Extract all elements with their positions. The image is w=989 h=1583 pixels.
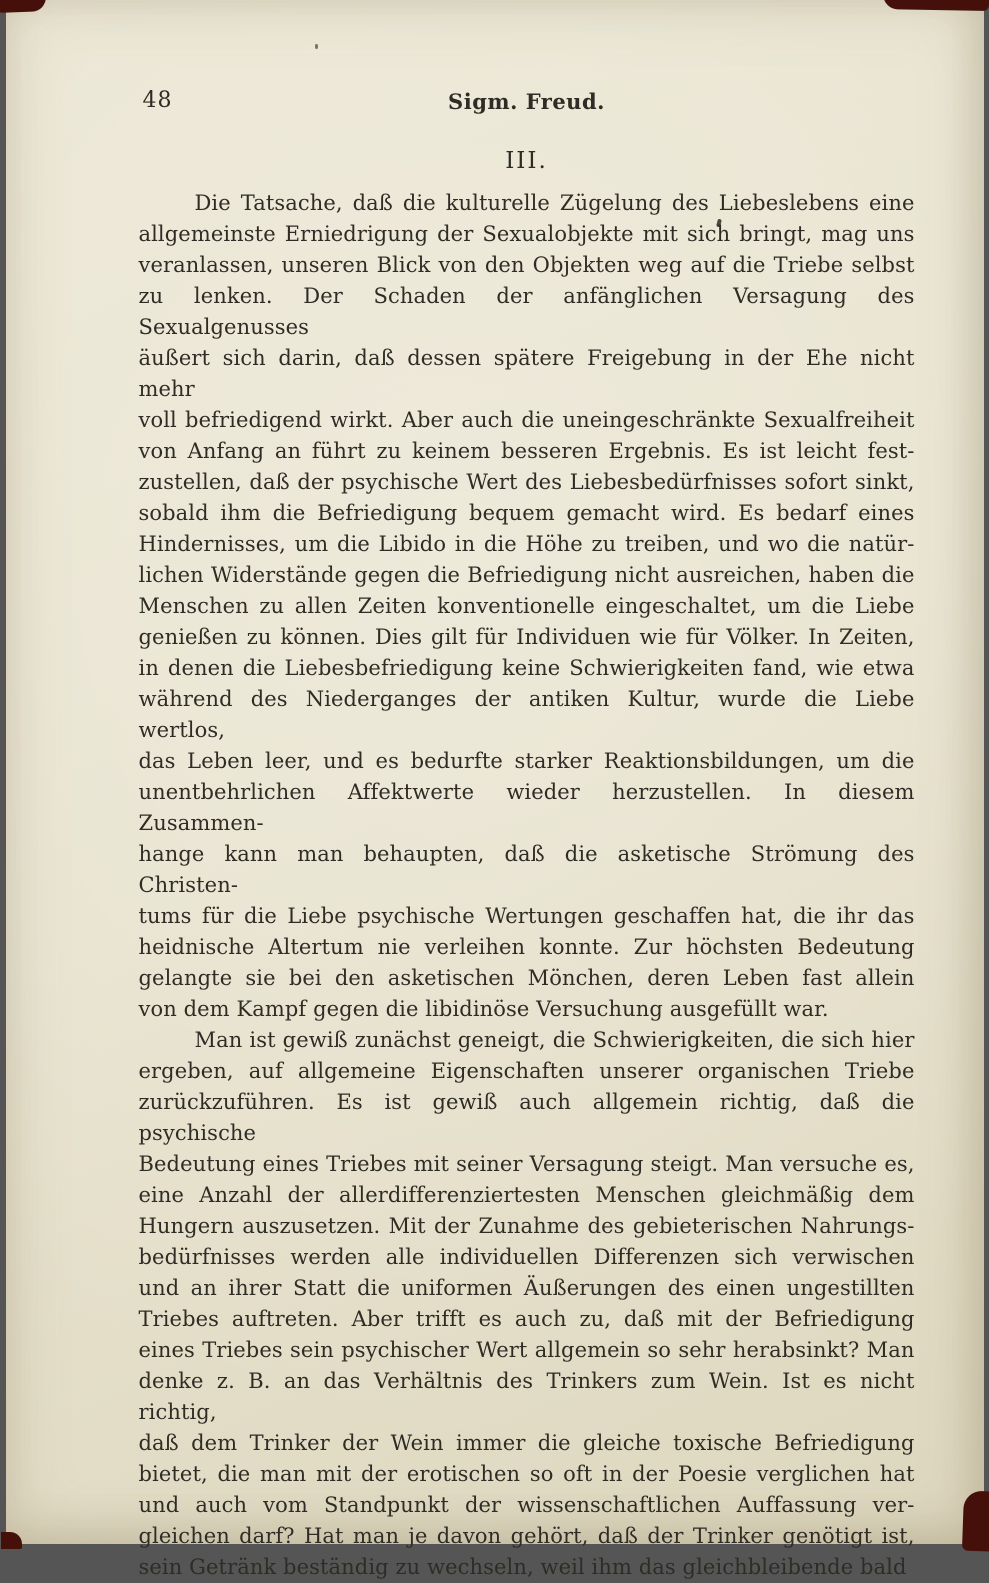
text-line: denke z. B. an das Verhältnis des Trinkers zum Wein. Ist es nicht richtig, [138,1369,915,1424]
text-line: heidnische Altertum nie verleihen konnte. Zur höchsten Bedeutung [138,935,915,959]
text-block [139,88,915,1583]
text-line: unentbehrlichen Affektwerte wieder herzustellen. In diesem Zusammen- [138,780,915,835]
text-line: bedürfnisses werden alle individuellen Differenzen sich verwischen [138,1245,915,1269]
text-line: ergeben, auf allgemeine Eigenschaften unserer organischen Triebe [138,1059,915,1083]
text-line: das Leben leer, und es bedurfte starker Reaktionsbildungen, um die [138,749,915,773]
text-line: hange kann man behaupten, daß die asketische Strömung des Christen- [138,842,915,897]
scan-edge-artifact-bottom-right [961,1491,989,1552]
section-heading: III. [505,148,548,174]
text-line: während des Niederganges der antiken Kultur, wurde die Liebe wertlos, [138,687,915,742]
book-page [6,0,984,1579]
text-line: sein Getränk beständig zu wechseln, weil ihm das gleichbleibende bald [138,1555,907,1579]
text-line: zustellen, daß der psychische Wert des Liebesbedürfnisses sofort sinkt, [138,470,915,494]
text-line: und auch vom Standpunkt der wissenschaftlichen Auffassung ver- [138,1493,915,1517]
scan-edge-artifact-bottom-left [1,1532,22,1549]
scan-edge-artifact-top-right [882,0,988,11]
text-line: daß dem Trinker der Wein immer die gleiche toxische Befriedigung [138,1431,915,1455]
text-line: Die Tatsache, daß die kulturelle Zügelung des Liebeslebens eine [194,191,915,215]
text-line: tums für die Liebe psychische Wertungen geschaffen hat, die ihr das [138,904,915,928]
text-line: in denen die Liebesbefriedigung keine Schwierigkeiten fand, wie etwa [138,656,915,680]
page-number: 48 [142,88,173,113]
text-line: Man ist gewiß zunächst geneigt, die Schwierigkeiten, die sich hier [194,1028,915,1052]
text-line: Triebes auftreten. Aber trifft es auch zu, daß mit der Befriedigung [138,1307,915,1331]
text-line: äußert sich darin, daß dessen spätere Freigebung in der Ehe nicht mehr [138,346,915,401]
text-line: Bedeutung eines Triebes mit seiner Versagung steigt. Man versuche es, [138,1152,915,1176]
text-line: von dem Kampf gegen die libidinöse Versuchung ausgefüllt war. [138,997,829,1021]
text-line: Hindernisses, um die Libido in die Höhe zu treiben, und wo die natür- [138,532,915,556]
text-line: von Anfang an führt zu keinem besseren Ergebnis. Es ist leicht fest- [138,439,915,463]
text-line: bietet, die man mit der erotischen so oft in der Poesie verglichen hat [138,1462,915,1486]
text-line: lichen Widerstände gegen die Befriedigung nicht ausreichen, haben die [138,563,915,587]
body-text [139,188,915,1583]
text-line: allgemeinste Erniedrigung der Sexualobjekte mit sich bringt, mag uns [138,222,915,246]
running-header: Sigm. Freud. [448,89,605,114]
text-line: sobald ihm die Befriedigung bequem gemacht wird. Es bedarf eines [138,501,915,525]
text-line: voll befriedigend wirkt. Aber auch die uneingeschränkte Sexualfreiheit [138,408,915,432]
scan-edge-artifact-top-left [0,0,46,13]
scan-speck [315,44,318,49]
text-line: zurückzuführen. Es ist gewiß auch allgemein richtig, daß die psychische [138,1090,915,1145]
text-line: Menschen zu allen Zeiten konventionelle eingeschaltet, um die Liebe [138,594,915,618]
text-line: gelangte sie bei den asketischen Mönchen, deren Leben fast allein [138,966,915,990]
text-line: eine Anzahl der allerdifferenziertesten Menschen gleichmäßig dem [138,1183,915,1207]
page-header [139,88,915,118]
text-line: veranlassen, unseren Blick von den Objekten weg auf die Triebe selbst [138,253,915,277]
text-line: und an ihrer Statt die uniformen Äußerungen des einen ungestillten [138,1276,915,1300]
text-line: gleichen darf? Hat man je davon gehört, daß der Trinker genötigt ist, [138,1524,915,1548]
text-line: zu lenken. Der Schaden der anfänglichen Versagung des Sexualgenusses [138,284,915,339]
text-line: eines Triebes sein psychischer Wert allgemein so sehr herabsinkt? Man [138,1338,915,1362]
text-line: Hungern auszusetzen. Mit der Zunahme des gebieterischen Nahrungs- [138,1214,915,1238]
text-line: genießen zu können. Dies gilt für Individuen wie für Völker. In Zeiten, [138,625,915,649]
